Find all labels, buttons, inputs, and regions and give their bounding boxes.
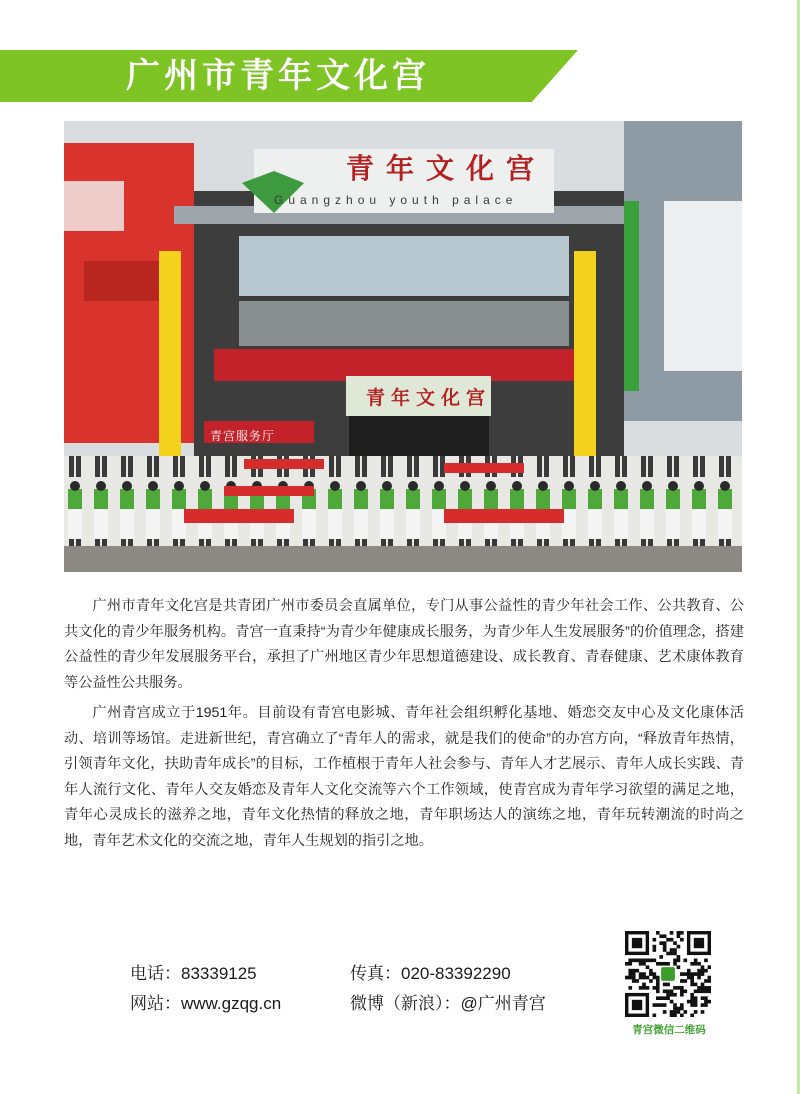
photo-sign-service-hall: 青宫服务厅 — [210, 429, 276, 443]
intro-paragraph-1: 广州市青年文化宫是共青团广州市委员会直属单位，专门从事公益性的青少年社会工作、公共教育、公共文化的青少年服务机构。青宫一直秉持“为青少年健康成长服务，为青少年人生发展服务”的价值理念，搭建公益性的青少年发展服务平台，承担了广州地区青少年思想道德建设、成长教育、青春健康、艺术康体教育等公益性公共服务。 — [64, 598, 744, 691]
contact-website: 网站：www.gzqg.cn — [130, 994, 282, 1013]
page-title: 广州市青年文化宫 — [126, 56, 430, 96]
intro-paragraph-2: 广州青宫成立于1951年。目前设有青宫电影城、青年社会组织孵化基地、婚恋交友中心及文化康体活动、培训等场馆。走进新世纪，青宫确立了“青年人的需求，就是我们的使命”的办宫方向，“释放青年热情，引领青年文化，扶助青年成长”的目标，工作植根于青年人社会参与、青年人才艺展示、青年人成长实践、青年人流行文化、青年人交友婚恋及青年人文化交流等六个工作领域，使青宫成为青年学习欲望的满足之地，青年心灵成长的滋养之地，青年文化热情的释放之地，青年职场达人的演练之地，青年玩转潮流的时尚之地，青年艺术文化的交流之地，青年人生规划的指引之地。 — [64, 705, 744, 849]
intro-text — [64, 594, 744, 859]
photo-sign-middle: 青年文化宫 — [366, 387, 492, 409]
building-photo — [64, 121, 742, 572]
photo-sign-top: 青年文化宫 — [346, 152, 547, 185]
photo-sign-english: Guangzhou youth palace — [274, 193, 518, 207]
wechat-qr-code — [625, 931, 711, 1017]
contact-phone: 电话：83339125 — [130, 964, 257, 983]
contact-fax: 传真：020-83392290 — [350, 964, 511, 983]
contact-weibo: 微博（新浪）：@广州青宫 — [350, 994, 546, 1013]
qr-caption: 青宫微信二维码 — [632, 1024, 706, 1036]
